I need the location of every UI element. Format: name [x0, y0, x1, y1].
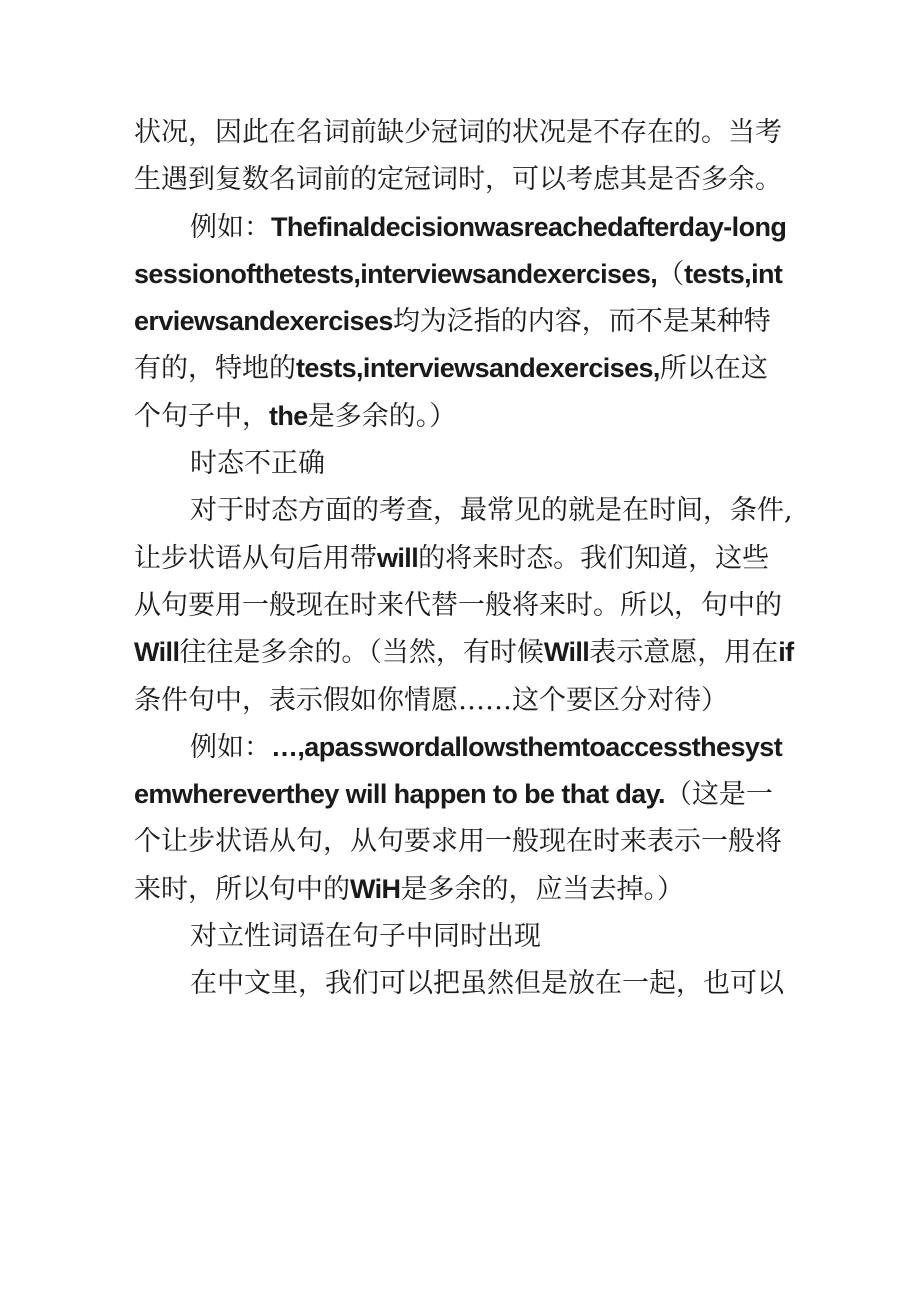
- tense-text-2: 的将来时态。我们知道，这些从句要用一般现在时来代替一般将来时。所以，句中的: [134, 542, 782, 621]
- english-phrase-2: tests,interviewsandexercises,: [296, 353, 660, 384]
- example-sentence-english-2: …,apasswordallowsthemtoaccessthesystemwhereverthey will happen to be that day.: [134, 731, 783, 810]
- example-explanation-1: （这是一个让步状语从句，从句要求用一般现在时来表示一般将来时，所以句中的: [134, 779, 782, 905]
- paragraph-3-heading: [134, 440, 794, 487]
- tense-text-3: 往往是多余的。（当然，有时候: [179, 637, 544, 669]
- tense-text-5: 条件句中，表示假如你情愿……这个要区分对待）: [134, 684, 728, 716]
- example-label: 例如：: [190, 211, 271, 243]
- paragraph-5-example: [134, 724, 794, 913]
- explanation-text-2: 所以在这个句子中，: [134, 353, 768, 432]
- paragraph-1: [134, 109, 794, 204]
- document-body: [134, 109, 794, 1008]
- explanation-text-1: 均为泛指的内容，而不是某种特有的，特地的: [134, 306, 771, 385]
- paragraph-6-heading: [134, 913, 794, 960]
- tense-text-1: 对于时态方面的考查，最常见的就是在时间，条件,让步状语从句后用带: [134, 495, 793, 574]
- example-label-2: 例如：: [190, 731, 271, 763]
- section-heading-opposites: 对立性词语在句子中同时出现: [190, 921, 541, 953]
- english-word-will-3: Will: [543, 637, 590, 668]
- paragraph-2-example: [134, 204, 794, 440]
- paragraph-4: [134, 487, 794, 723]
- paragraph-7: [134, 960, 794, 1007]
- english-word-the: the: [269, 400, 308, 431]
- english-word-will: will: [377, 542, 419, 573]
- example-sentence-english: Thefinaldecisionwasreachedafterday-longsessionofthetests,interviewsandexercises,: [134, 211, 787, 289]
- explanation-text-3: 是多余的。）: [307, 400, 457, 432]
- tense-text-4: 表示意愿，用在: [589, 637, 779, 669]
- section-heading-tense: 时态不正确: [190, 448, 325, 480]
- english-word-if: if: [778, 637, 794, 668]
- example-explanation-2: 是多余的，应当去掉。）: [400, 873, 684, 905]
- english-phrase-1: tests,interviewsandexercises: [134, 258, 783, 337]
- open-paren: （: [657, 258, 685, 290]
- english-word-will-2: Will: [134, 637, 180, 668]
- opposites-text: 在中文里，我们可以把虽然但是放在一起，也可以: [190, 968, 784, 1000]
- paragraph-1-text: 状况，因此在名词前缺少冠词的状况是不存在的。当考生遇到复数名词前的定冠词时，可以考虑其是否多余。: [134, 117, 782, 196]
- english-word-wih: WiH: [350, 873, 401, 904]
